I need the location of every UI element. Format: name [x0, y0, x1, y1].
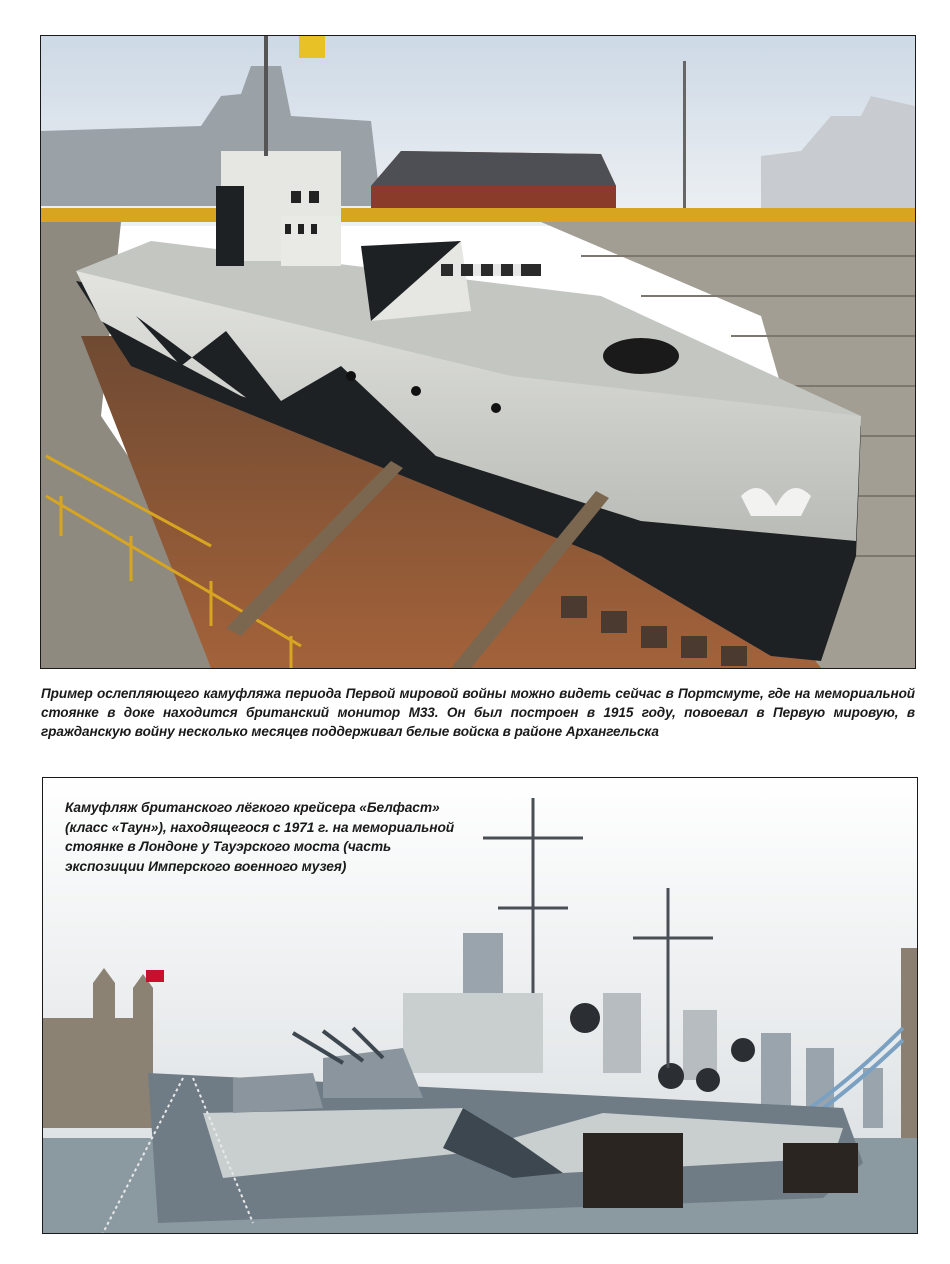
flag — [299, 36, 325, 58]
monitor-m33-illustration — [41, 36, 915, 668]
mast — [264, 36, 268, 156]
tower-bridge — [901, 948, 917, 1138]
lamp-post — [683, 61, 686, 211]
union-flag — [146, 970, 164, 982]
cruiser-belfast-photo — [42, 777, 918, 1234]
caption-bottom: Камуфляж британского лёгкого крейсера «Белфаст» (класс «Таун»), находящегося с 1971 г. на мемориальной стоянке в Лондоне у Тауэрского моста (часть экспозиции Имперского военного музея) — [65, 800, 455, 874]
quay-railing — [41, 208, 915, 222]
monitor-m33-photo — [40, 35, 916, 669]
caption-top: Пример ослепляющего камуфляжа периода Первой мировой войны можно видеть сейчас в Портсмуте, где на мемориальной стоянке в доке находится британский монитор М33. Он был построен в 1915 году, повоевал в Первую мировую, в гражданскую войну несколько месяцев поддерживал белые войска в районе Архангельска — [41, 686, 915, 739]
anchor-chain — [603, 338, 679, 374]
cruiser-bridge — [403, 993, 543, 1073]
funnel-forward — [603, 993, 641, 1073]
